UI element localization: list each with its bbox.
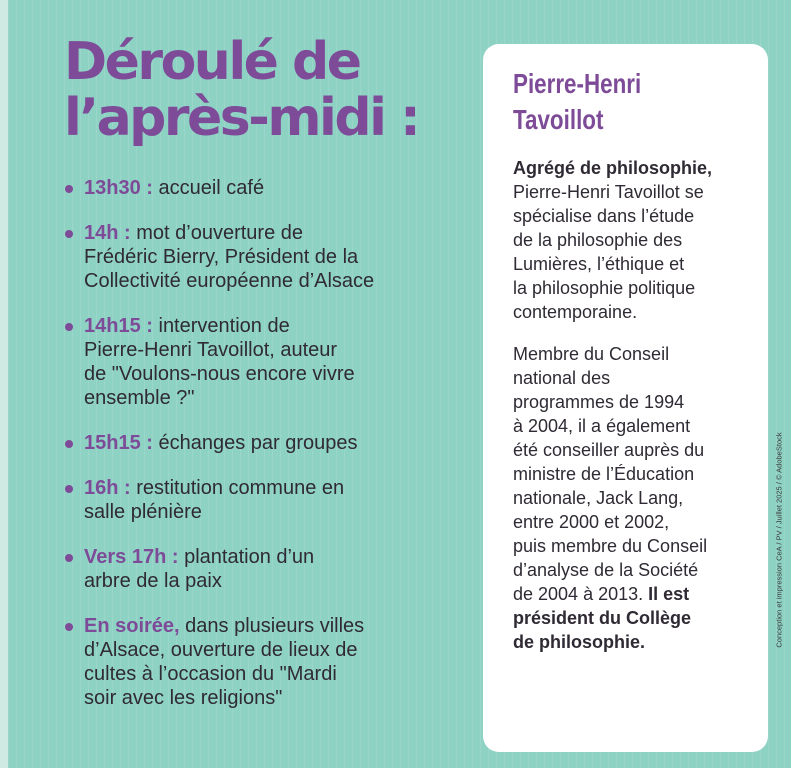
program-time: 16h : <box>84 477 131 499</box>
program-item-16h <box>64 476 464 524</box>
program-description: dans plusieurs villes d’Alsace, ouverture de lieux de cultes à l’occasion du "Mardi soir avec les religions" <box>84 615 365 709</box>
speaker-name: Pierre-Henri Tavoillot <box>513 68 642 135</box>
bullet-icon <box>65 485 73 493</box>
bullet-icon <box>65 623 73 631</box>
program-list <box>64 176 464 731</box>
program-time: Vers 17h : <box>84 546 179 568</box>
program-time: En soirée, <box>84 615 180 637</box>
program-item-14h15 <box>64 314 464 410</box>
program-description: accueil café <box>152 177 265 199</box>
bullet-icon <box>65 554 73 562</box>
program-description: mot d’ouverture de Frédéric Bierry, Président de la Collectivité européenne d’Alsace <box>84 222 375 292</box>
program-description: intervention de Pierre-Henri Tavoillot, auteur de "Voulons-nous encore vivre ensemble ?" <box>84 315 355 409</box>
program-item-1330 <box>64 176 464 200</box>
page-title-line-2: l’après-midi : <box>64 88 419 148</box>
left-edge-strip <box>0 0 8 768</box>
bio-paragraph-2-text: Membre du Conseil national des programmes de 1994 à 2004, il a également été conseiller auprès du ministre de l’Éducation nationale, Jack Lang, entre 2000 et 2002, puis membre du Conseil d’analyse de la Société de 2004 à 2013. <box>513 344 708 604</box>
program-item-soiree <box>64 614 464 710</box>
program-description: restitution commune en salle plénière <box>84 477 345 523</box>
page-title-line-1: Déroulé de <box>64 32 360 92</box>
program-time: 13h30 : <box>84 177 153 199</box>
program-item-15h15 <box>64 431 464 455</box>
bio-title-bold: Agrégé de philosophie, <box>513 158 713 178</box>
page-title <box>64 34 464 146</box>
bullet-icon <box>65 323 73 331</box>
design-credit: Conception et impression CeA / PV / Juillet 2025 / © AdobeStock <box>774 432 784 648</box>
bullet-icon <box>65 230 73 238</box>
program-time: 14h : <box>84 222 131 244</box>
bullet-icon <box>65 185 73 193</box>
bullet-icon <box>65 440 73 448</box>
bio-president-bold: Il est président du Collège de philosophie. <box>513 584 692 652</box>
program-description: plantation d’un arbre de la paix <box>84 546 315 592</box>
bio-paragraph-1-text: Pierre-Henri Tavoillot se spécialise dans l’étude de la philosophie des Lumières, l’éthique et la philosophie politique contemporaine. <box>513 182 704 322</box>
bio-paragraph-1 <box>513 156 750 324</box>
program-description: échanges par groupes <box>152 432 358 454</box>
program-item-17h <box>64 545 464 593</box>
bio-paragraph-2 <box>513 342 750 654</box>
program-time: 14h15 : <box>84 315 153 337</box>
program-time: 15h15 : <box>84 432 153 454</box>
speaker-bio-card <box>483 44 768 752</box>
program-item-14h <box>64 221 464 293</box>
